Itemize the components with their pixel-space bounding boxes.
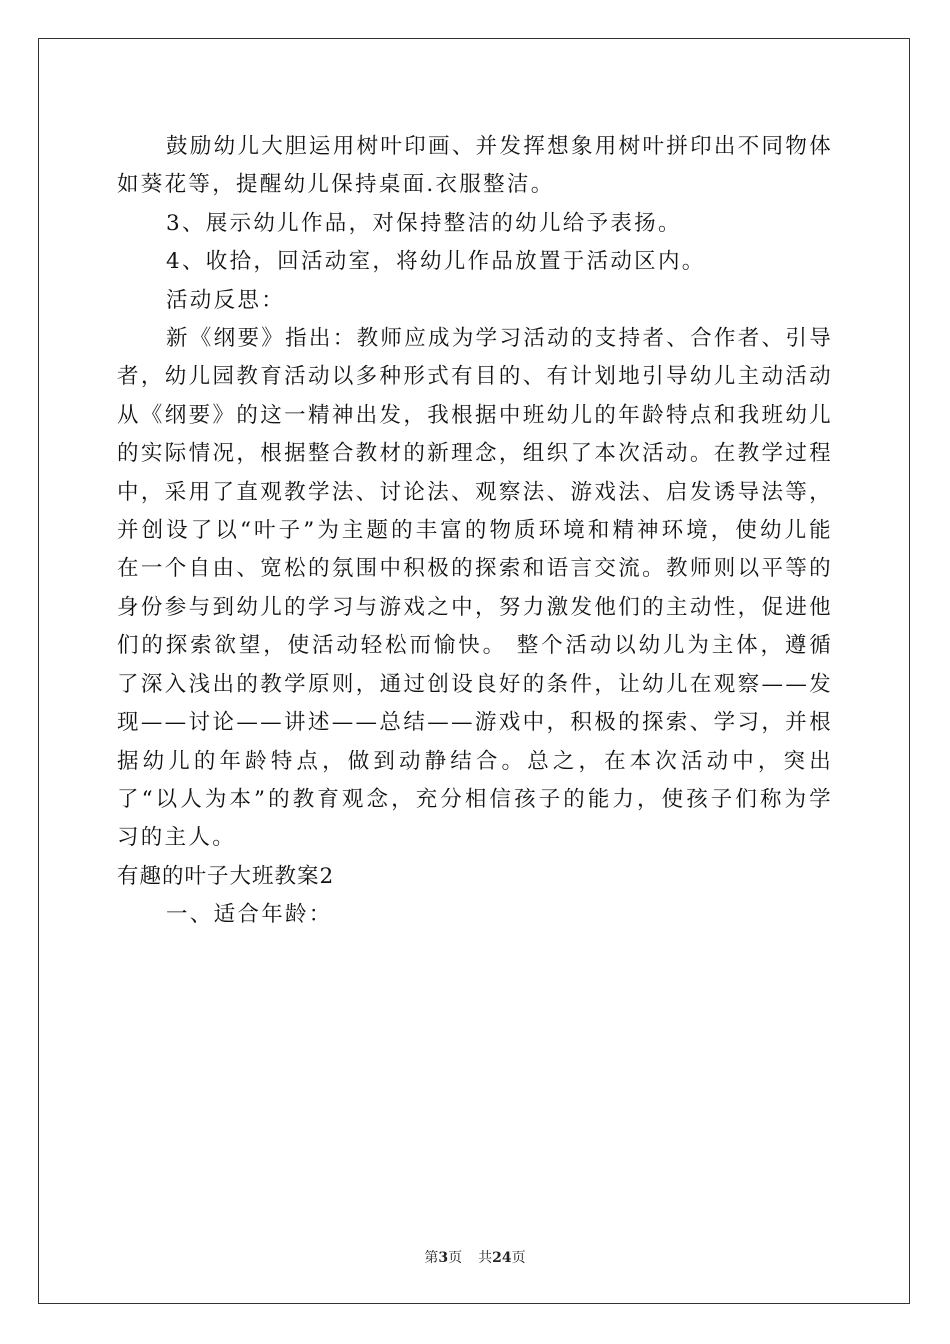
footer-total-pages: 24 <box>492 1250 512 1266</box>
paragraph-reflection-heading: 活动反思： <box>166 287 286 313</box>
paragraph-step-4: 4、收拾，回活动室，将幼儿作品放置于活动区内。 <box>166 249 706 275</box>
footer-current-page: 3 <box>438 1250 449 1266</box>
footer-prefix: 第 <box>424 1250 439 1266</box>
section-title: 有趣的叶子大班教案2 <box>117 863 335 889</box>
document-body <box>117 128 833 935</box>
paragraph-reflection-body: 新《纲要》指出：教师应成为学习活动的支持者、合作者、引导者，幼儿园教育活动以多种形式有目的、有计划地引导幼儿主动活动从《纲要》的这一精神出发，我根据中班幼儿的年龄特点和我班幼儿的实际情况，根据整合教材的新理念，组织了本次活动。在教学过程中，采用了直观教学法、讨论法、观察法、游戏法、启发诱导法等，并创设了以“叶子”为主题的丰富的物质环境和精神环境，使幼儿能在一个自由、宽松的氛围中积极的探索和语言交流。教师则以平等的身份参与到幼儿的学习与游戏之中，努力激发他们的主动性，促进他们的探索欲望，使活动轻松而愉快。 整个活动以幼儿为主体，遵循了深入浅出的教学原则，通过创设良好的条件，让幼儿在观察——发现——讨论——讲述——总结——游戏中，积极的探索、学习，并根据幼儿的年龄特点，做到动静结合。总之，在本次活动中，突出了“以人为本”的教育观念，充分相信孩子的能力，使孩子们称为学习的主人。 <box>117 326 833 851</box>
subsection-suitable-age: 一、适合年龄： <box>166 902 333 928</box>
page-footer <box>0 1247 950 1267</box>
footer-total-prefix: 共 <box>478 1250 493 1266</box>
paragraph-step-3: 3、展示幼儿作品，对保持整洁的幼儿给予表扬。 <box>166 210 682 236</box>
footer-page-suffix: 页 <box>448 1250 463 1266</box>
footer-total-suffix: 页 <box>511 1250 526 1266</box>
paragraph-leaf-printing: 鼓励幼儿大胆运用树叶印画、并发挥想象用树叶拼印出不同物体如葵花等，提醒幼儿保持桌面.衣服整洁。 <box>117 134 833 198</box>
